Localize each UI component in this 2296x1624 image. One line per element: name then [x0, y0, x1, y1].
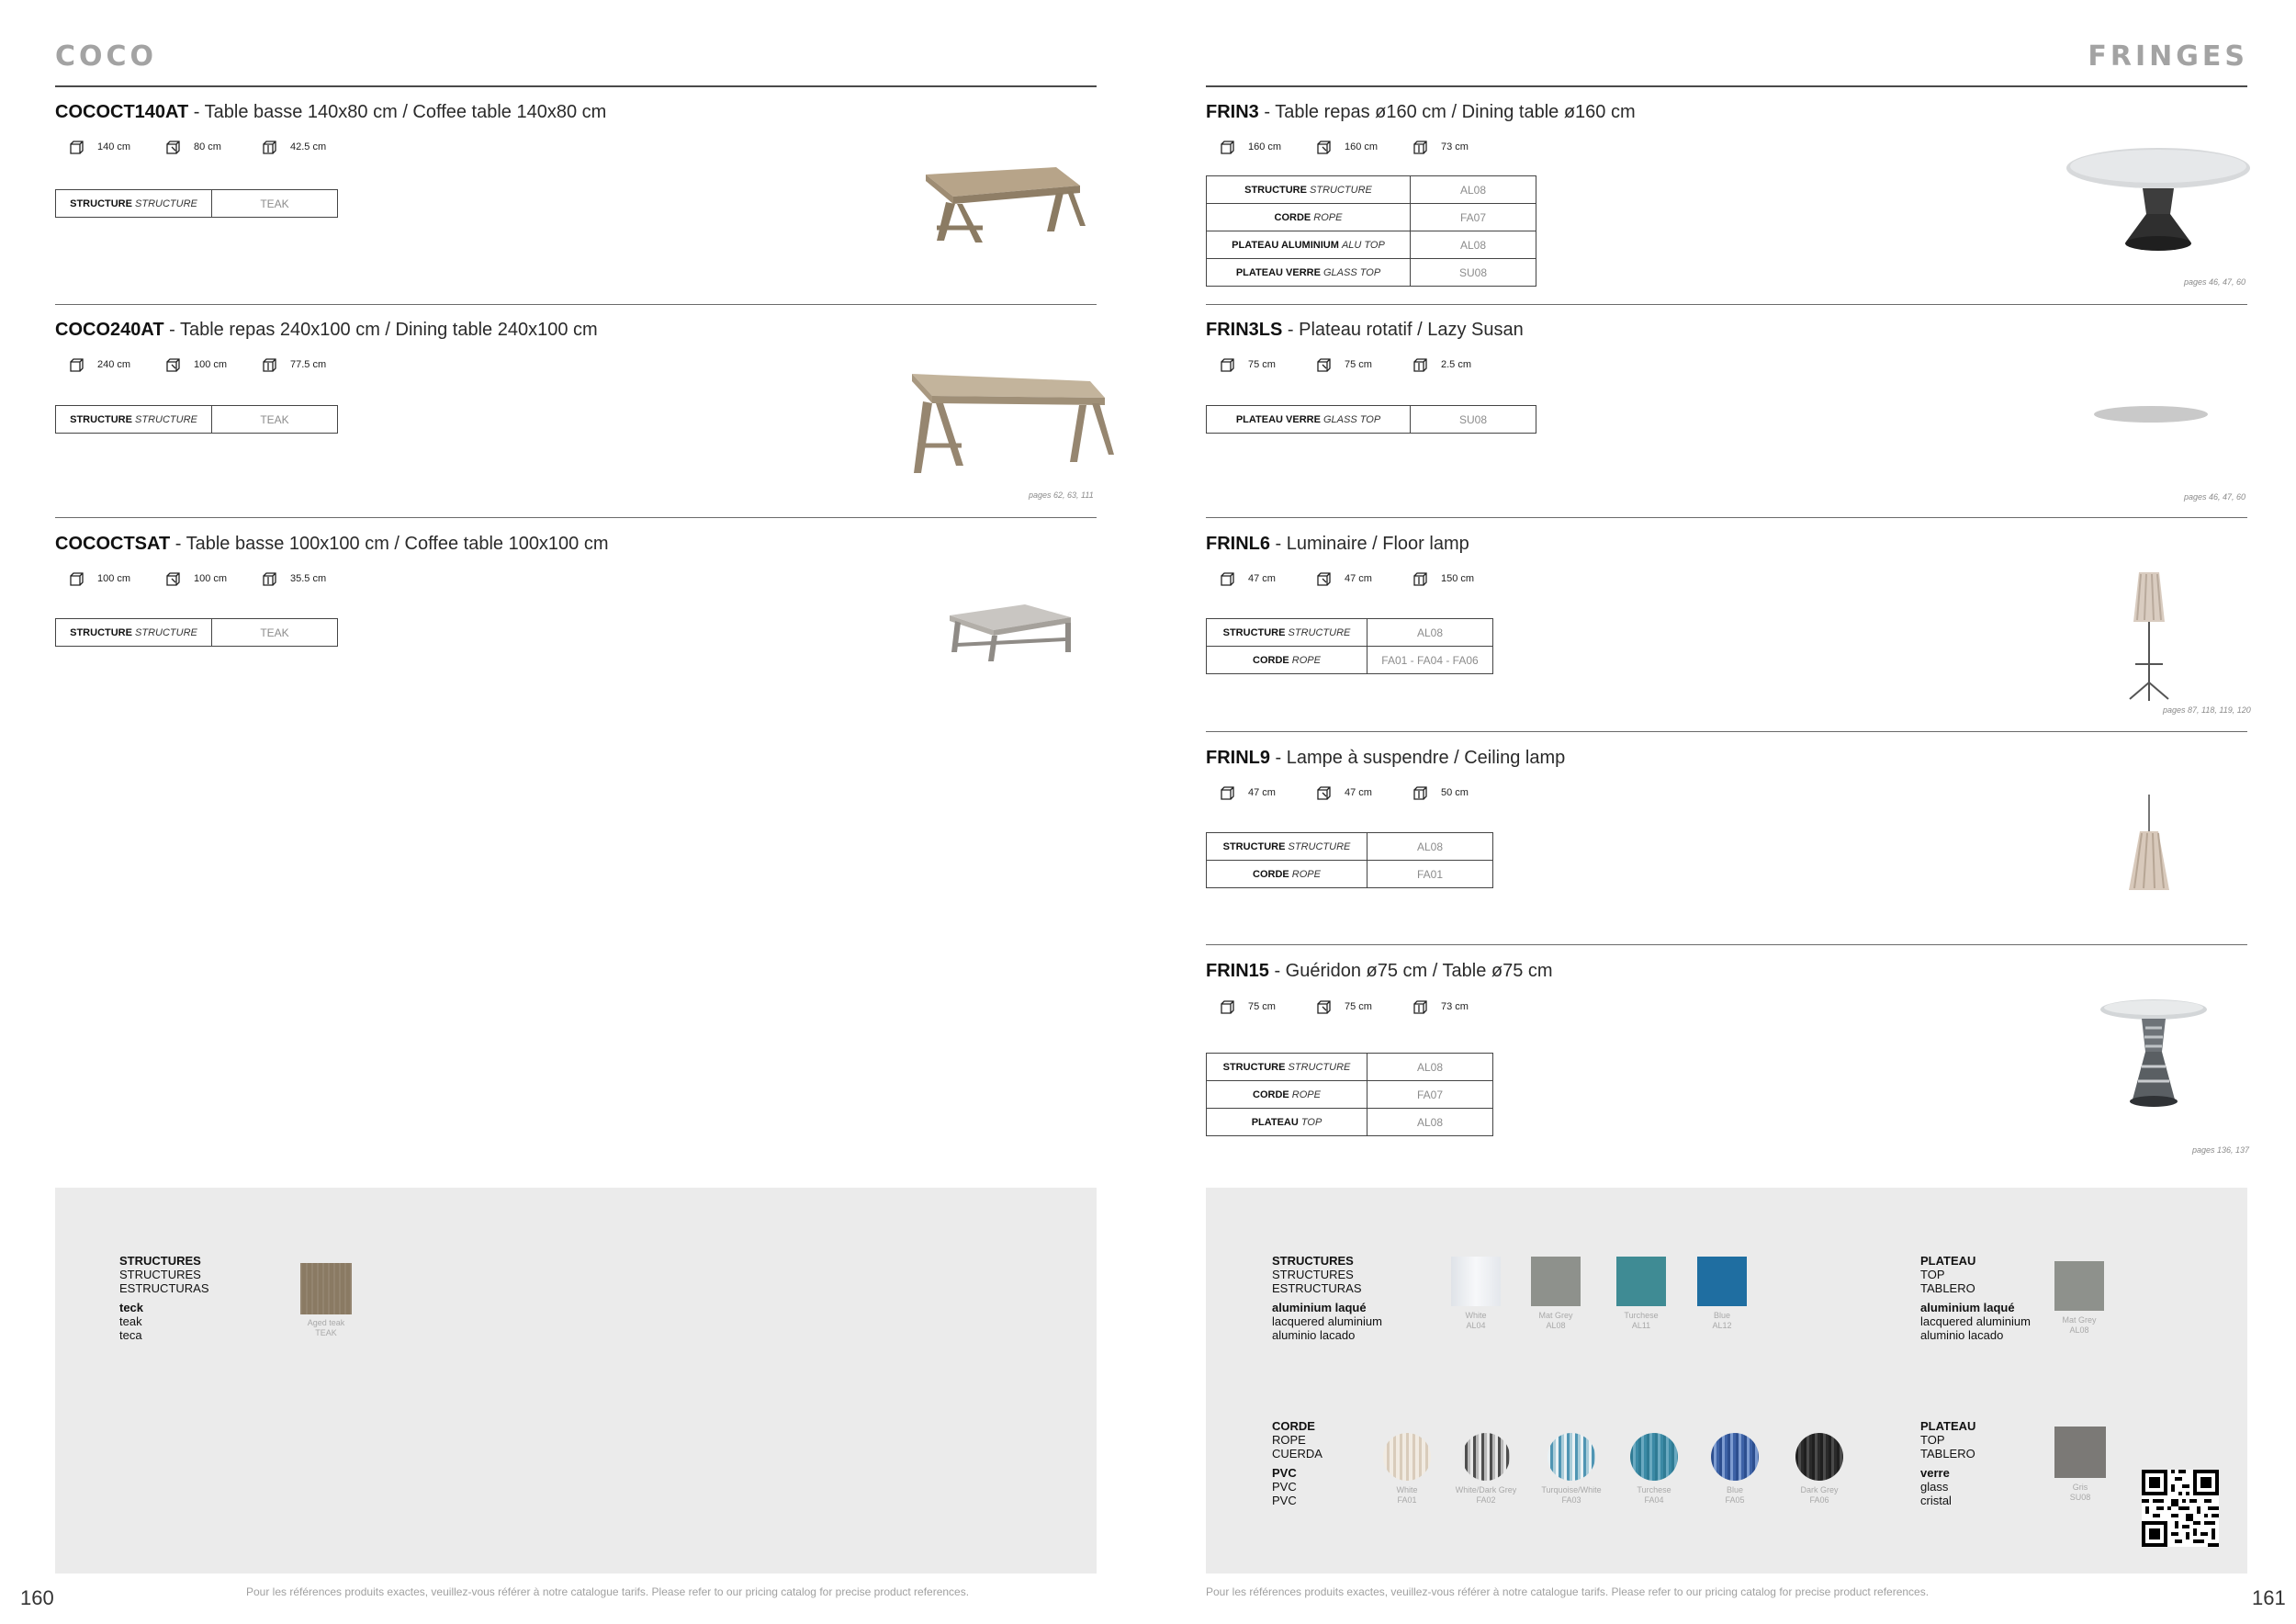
product-code: FRIN3LS [1206, 320, 1283, 340]
depth-value: 75 cm [1345, 1001, 1372, 1012]
width-icon [1219, 356, 1235, 373]
spec-row: STRUCTURE STRUCTURE TEAK [56, 406, 338, 434]
finishes-panel-left [55, 1188, 1097, 1573]
depth-icon [164, 356, 181, 373]
height-value: 77.5 cm [290, 359, 327, 370]
finishes-panel-right [1206, 1188, 2247, 1573]
dimensions-row [68, 139, 357, 155]
section-divider [55, 517, 1097, 518]
structures-legend: STRUCTURES STRUCTURES ESTRUCTURAS aluminium laqué lacquered aluminium aluminio lacado [1272, 1254, 1382, 1342]
section-divider [1206, 731, 2247, 732]
lazy-susan-image [2089, 400, 2213, 428]
depth-icon [1315, 570, 1332, 587]
dimensions-row [1219, 139, 1508, 155]
page-number-right: 161 [2252, 1586, 2286, 1609]
product-code: FRIN3 [1206, 102, 1259, 122]
collection-title-left: COCO [55, 40, 158, 73]
white-fa01-swatch [1383, 1433, 1431, 1481]
structures-legend [119, 1254, 209, 1342]
spec-row: STRUCTURE STRUCTURE TEAK [56, 619, 338, 647]
spec-row: PLATEAU ALUMINIUM ALU TOP AL08 [1207, 231, 1536, 259]
depth-value: 47 cm [1345, 573, 1372, 584]
aged-teak-swatch [300, 1263, 352, 1314]
product-title [55, 102, 606, 123]
legend-heading: STRUCTURES [119, 1254, 201, 1268]
section-divider [55, 304, 1097, 305]
product-title [55, 320, 598, 341]
depth-value: 75 cm [1345, 359, 1372, 370]
depth-icon [164, 139, 181, 155]
width-value: 47 cm [1248, 787, 1276, 798]
collection-title-right: FRINGES [2088, 40, 2248, 73]
width-value: 160 cm [1248, 141, 1282, 152]
product-title [1206, 534, 1469, 555]
spec-row: STRUCTURE STRUCTURE AL08 [1207, 833, 1493, 861]
dark-grey-fa06-swatch [1795, 1433, 1843, 1481]
swatch-label: Turchese FA04 [1637, 1485, 1671, 1505]
swatch-label: Gris SU08 [2069, 1483, 2091, 1502]
swatch-label: White/Dark Grey FA02 [1455, 1485, 1517, 1505]
legend-material: teck [119, 1301, 144, 1314]
dimensions-row [1219, 356, 1508, 373]
mat-grey-al08-swatch [2054, 1261, 2104, 1311]
spec-row: CORDE ROPE FA07 [1207, 204, 1536, 231]
dimensions-row [1219, 998, 1508, 1015]
spec-table [1206, 832, 1493, 888]
spec-row: PLATEAU VERRE GLASS TOP SU08 [1207, 406, 1536, 434]
height-icon [1412, 998, 1428, 1015]
width-value: 75 cm [1248, 1001, 1276, 1012]
width-value: 75 cm [1248, 359, 1276, 370]
page-reference: pages 87, 118, 119, 120 [2163, 705, 2251, 715]
height-value: 35.5 cm [290, 573, 327, 584]
blue-fa05-swatch [1711, 1433, 1759, 1481]
product-title [1206, 102, 1636, 123]
section-divider [1206, 517, 2247, 518]
page-reference: pages 136, 137 [2192, 1145, 2250, 1155]
spec-row: PLATEAU VERRE GLASS TOP SU08 [1207, 259, 1536, 287]
spec-table [1206, 618, 1493, 674]
product-code: FRINL6 [1206, 534, 1270, 554]
gris-su08-swatch [2054, 1427, 2106, 1478]
height-value: 150 cm [1441, 573, 1475, 584]
spec-table [55, 618, 338, 647]
height-icon [1412, 139, 1428, 155]
spec-table [55, 189, 338, 218]
white-dark-grey-fa02-swatch [1462, 1433, 1510, 1481]
product-title [1206, 748, 1565, 769]
spec-table [1206, 405, 1536, 434]
page-reference: pages 46, 47, 60 [2184, 277, 2246, 287]
depth-icon [1315, 356, 1332, 373]
plateau-glass-legend: PLATEAU TOP TABLERO verre glass cristal [1920, 1419, 1976, 1507]
white-al04-swatch [1451, 1257, 1501, 1306]
legend-heading-en: STRUCTURES [119, 1268, 201, 1281]
swatch-label: White FA01 [1396, 1485, 1418, 1505]
width-value: 100 cm [97, 573, 131, 584]
dimensions-row [1219, 784, 1508, 801]
legend-heading-es: ESTRUCTURAS [119, 1281, 209, 1295]
turquoise-white-fa03-swatch [1548, 1433, 1595, 1481]
page-number-left: 160 [20, 1586, 54, 1609]
turchese-al11-swatch [1616, 1257, 1666, 1306]
width-value: 240 cm [97, 359, 131, 370]
coffee-table-image [909, 140, 1093, 263]
square-coffee-table-image [937, 588, 1084, 671]
spec-row: CORDE ROPE FA01 - FA04 - FA06 [1207, 647, 1493, 674]
product-title [55, 534, 609, 555]
legend-material-es: teca [119, 1328, 142, 1342]
swatch-label: White AL04 [1465, 1311, 1487, 1330]
footer-note-left: Pour les références produits exactes, veuillez-vous référer à notre catalogue tarifs. Please refer to our pricing catalog for precise product references. [246, 1585, 970, 1598]
width-icon [1219, 784, 1235, 801]
product-desc: - Table basse 100x100 cm / Coffee table 100x100 cm [170, 534, 609, 554]
swatch-label: Mat Grey AL08 [2062, 1315, 2097, 1335]
spec-row: PLATEAU TOP AL08 [1207, 1109, 1493, 1136]
swatch-label: Turquoise/White FA03 [1541, 1485, 1602, 1505]
rope-legend: CORDE ROPE CUERDA PVC PVC PVC [1272, 1419, 1322, 1507]
product-desc: - Luminaire / Floor lamp [1270, 534, 1469, 554]
blue-al12-swatch [1697, 1257, 1747, 1306]
product-code: COCO240AT [55, 320, 164, 340]
swatch-label: Blue AL12 [1712, 1311, 1732, 1330]
height-icon [1412, 784, 1428, 801]
spec-table [1206, 1053, 1493, 1136]
height-icon [261, 139, 277, 155]
spec-row: STRUCTURE STRUCTURE AL08 [1207, 619, 1493, 647]
section-divider [1206, 304, 2247, 305]
turchese-fa04-swatch [1630, 1433, 1678, 1481]
product-code: COCOCT140AT [55, 102, 189, 122]
mat-grey-al08-swatch [1531, 1257, 1581, 1306]
width-value: 47 cm [1248, 573, 1276, 584]
footer-note-right: Pour les références produits exactes, veuillez-vous référer à notre catalogue tarifs. Please refer to our pricing catalog for precise product references. [1206, 1585, 1930, 1598]
depth-value: 47 cm [1345, 787, 1372, 798]
depth-value: 100 cm [194, 359, 228, 370]
spec-table [1206, 175, 1536, 287]
width-icon [68, 139, 84, 155]
product-code: FRIN15 [1206, 961, 1269, 981]
depth-icon [1315, 998, 1332, 1015]
side-table-image [2094, 997, 2213, 1121]
depth-icon [1315, 784, 1332, 801]
depth-icon [1315, 139, 1332, 155]
plateau-top-legend: PLATEAU TOP TABLERO aluminium laqué lacquered aluminium aluminio lacado [1920, 1254, 2031, 1342]
dimensions-row [68, 570, 357, 587]
width-icon [1219, 139, 1235, 155]
depth-value: 160 cm [1345, 141, 1379, 152]
depth-value: 100 cm [194, 573, 228, 584]
product-title [1206, 961, 1553, 982]
width-icon [1219, 570, 1235, 587]
product-code: FRINL9 [1206, 748, 1270, 768]
product-desc: - Plateau rotatif / Lazy Susan [1282, 320, 1524, 340]
page-reference: pages 62, 63, 111 [1029, 491, 1094, 500]
height-value: 2.5 cm [1441, 359, 1472, 370]
spec-table [55, 405, 338, 434]
dining-table-image [895, 344, 1116, 482]
width-icon [68, 570, 84, 587]
height-icon [261, 570, 277, 587]
height-value: 73 cm [1441, 1001, 1469, 1012]
product-desc: - Table repas ø160 cm / Dining table ø160 cm [1258, 102, 1636, 122]
swatch-label: Blue FA05 [1725, 1485, 1745, 1505]
height-value: 50 cm [1441, 787, 1469, 798]
spec-row: CORDE ROPE FA07 [1207, 1081, 1493, 1109]
depth-icon [164, 570, 181, 587]
product-desc: - Guéridon ø75 cm / Table ø75 cm [1268, 961, 1553, 981]
product-title [1206, 320, 1524, 341]
dimensions-row [1219, 570, 1508, 587]
height-value: 73 cm [1441, 141, 1469, 152]
floor-lamp-image [2117, 565, 2181, 703]
spec-row: CORDE ROPE FA01 [1207, 861, 1493, 888]
height-icon [1412, 356, 1428, 373]
legend-material-en: teak [119, 1314, 142, 1328]
page-reference: pages 46, 47, 60 [2184, 492, 2246, 502]
dining-table-round-image [2062, 142, 2255, 262]
product-code: COCOCTSAT [55, 534, 171, 554]
swatch-label: Dark Grey FA06 [1800, 1485, 1839, 1505]
swatch-label: Mat Grey AL08 [1538, 1311, 1573, 1330]
product-desc: - Lampe à suspendre / Ceiling lamp [1270, 748, 1566, 768]
header-rule-right [1206, 85, 2247, 87]
ceiling-lamp-image [2122, 795, 2177, 896]
spec-row: STRUCTURE STRUCTURE AL08 [1207, 1054, 1493, 1081]
width-icon [1219, 998, 1235, 1015]
product-desc: - Table repas 240x100 cm / Dining table 240x100 cm [163, 320, 598, 340]
dimensions-row [68, 356, 357, 373]
section-divider [1206, 944, 2247, 945]
spec-row: STRUCTURE STRUCTURE AL08 [1207, 176, 1536, 204]
qr-code[interactable] [2142, 1470, 2219, 1547]
width-icon [68, 356, 84, 373]
height-value: 42.5 cm [290, 141, 327, 152]
height-icon [1412, 570, 1428, 587]
product-desc: - Table basse 140x80 cm / Coffee table 140x80 cm [188, 102, 607, 122]
depth-value: 80 cm [194, 141, 221, 152]
spec-row: STRUCTURE STRUCTURE TEAK [56, 190, 338, 218]
height-icon [261, 356, 277, 373]
swatch-label: Turchese AL11 [1624, 1311, 1659, 1330]
width-value: 140 cm [97, 141, 131, 152]
swatch-label: Aged teak TEAK [307, 1318, 345, 1337]
header-rule-left [55, 85, 1097, 87]
